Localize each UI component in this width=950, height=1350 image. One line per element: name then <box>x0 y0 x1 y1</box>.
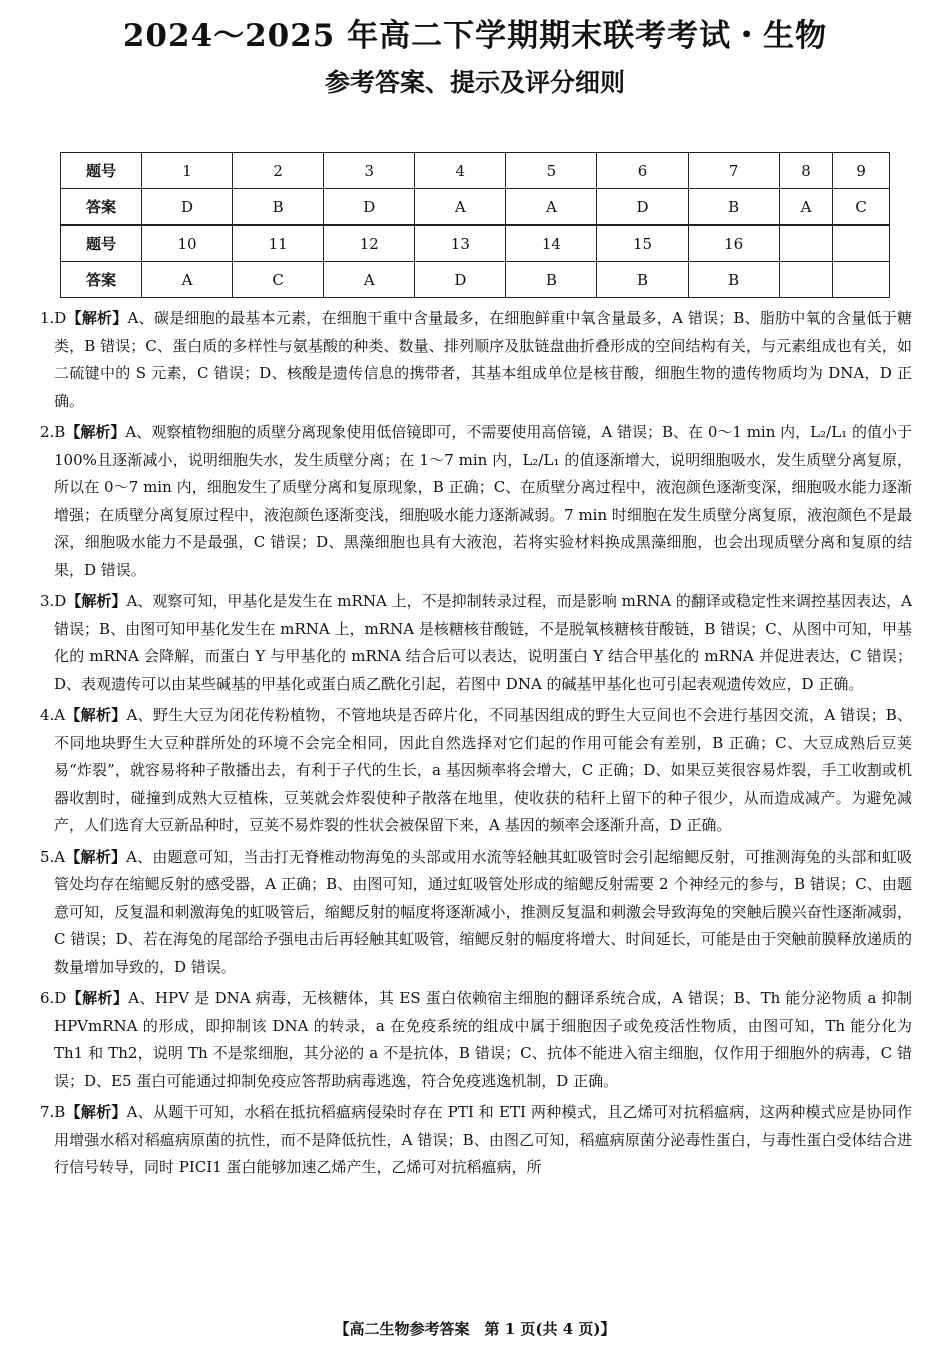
answer-cell: D <box>415 262 506 298</box>
answer-cell: B <box>597 262 688 298</box>
analysis-tag: 【解析】 <box>65 847 127 866</box>
question-number-cell: 7 <box>688 153 779 189</box>
explanation-text: A、野生大豆为闭花传粉植物，不管地块是否碎片化，不同基因组成的野生大豆间也不会进行基因交流，A 错误；B、不同地块野生大豆种群所处的环境不会完全相同，因此自然选择对它们起的作用可能会有差别，B 正确；C、大豆成熟后豆荚易“炸裂”，就容易将种子散播出去，有利于子代的生长，a 基因频率将会增大，C 正确；D、如果豆荚很容易炸裂，手工收割或机器收割时，碰撞到成熟大豆植株，豆荚就会炸裂使种子散落在地里，使收获的秸秆上留下的种子很少，从而造成减产。为避免减产，人们选育大豆新品种时，豆荚不易炸裂的性状会被保留下来，A 基因的频率会逐渐升高，D 正确。 <box>54 706 912 834</box>
question-number-cell <box>833 225 890 262</box>
answer-row <box>61 262 890 298</box>
answer-row <box>61 189 890 226</box>
question-number-cell: 16 <box>688 225 779 262</box>
question-number-cell: 10 <box>142 225 233 262</box>
explanation-text: A、HPV 是 DNA 病毒，无核糖体，其 ES 蛋白依赖宿主细胞的翻译系统合成，A 错误；B、Th 能分泌物质 a 抑制 HPVmRNA 的形成，即抑制该 DNA 的转录，a 在免疫系统的组成中属于细胞因子或免疫活性物质，由图可知，Th 能分化为 Th1 和 Th2，说明 Th 不是浆细胞，其分泌的 a 不是抗体，B 错误；C、抗体不能进入宿主细胞，仅作用于细胞外的病毒，C 错误；D、E5 蛋白可能通过抑制免疫应答帮助病毒逃逸，符合免疫逃逸机制，D 正确。 <box>54 989 912 1090</box>
question-number-cell: 1 <box>142 153 233 189</box>
answer-cell: D <box>597 189 688 226</box>
explanation-text: A、由题意可知，当击打无脊椎动物海兔的头部或用水流等轻触其虹吸管时会引起缩鳃反射，可推测海兔的头部和虹吸管处均存在缩鳃反射的感受器，A 正确；B、由图可知，通过虹吸管处形成的缩鳃反射需要 2 个神经元的参与，B 错误；C、由题意可知，反复温和刺激海兔的虹吸管后，缩鳃反射的幅度将逐渐减小，推测反复温和刺激会导致海兔的突触后膜兴奋性逐渐减弱，C 错误；D、若在海兔的尾部给予强电击后再轻触其虹吸管，缩鳃反射的幅度将增大、时间延长，可能是由于突触前膜释放递质的数量增加导致的，D 错误。 <box>54 847 912 976</box>
answer-cell: A <box>779 189 833 226</box>
answer-cell: A <box>142 262 233 298</box>
question-number-row <box>61 153 890 189</box>
question-number-cell <box>779 225 833 262</box>
answer-cell: B <box>506 262 597 298</box>
explanations <box>36 305 912 1186</box>
question-number-cell: 11 <box>233 225 324 262</box>
page-title: 2024～2025 年高二下学期期末联考考试・生物 <box>122 18 828 54</box>
answer-cell: B <box>688 262 779 298</box>
answer-cell: B <box>233 189 324 226</box>
question-answer-label: 6.D <box>40 989 67 1007</box>
question-number-cell: 2 <box>233 153 324 189</box>
explanation-item <box>36 1099 912 1182</box>
analysis-tag: 【解析】 <box>66 989 129 1007</box>
question-number-cell: 5 <box>506 153 597 189</box>
question-number-cell: 6 <box>597 153 688 189</box>
page-footer: 【高二生物参考答案 第 1 页(共 4 页)】 <box>334 1320 616 1338</box>
answer-cell <box>833 262 890 298</box>
answer-cell <box>779 262 833 298</box>
answer-cell: D <box>142 189 233 226</box>
analysis-tag: 【解析】 <box>66 592 127 610</box>
explanation-text: A、观察可知，甲基化是发生在 mRNA 上，不是抑制转录过程，而是影响 mRNA 的翻译或稳定性来调控基因表达，A 错误；B、由图可知甲基化发生在 mRNA 上，mRNA 是核糖核苷酸链，不是脱氧核糖核苷酸链，B 错误；C、从图中可知，甲基化的 mRNA 会降解，而蛋白 Y 与甲基化的 mRNA 结合后可以表达，说明蛋白 Y 结合甲基化的 mRNA 并促进表达，C 错误；D、表观遗传可以由某些碱基的甲基化或蛋白质乙酰化引起，若图中 DNA 的碱基甲基化也可引起表观遗传效应，D 正确。 <box>54 592 912 693</box>
question-number-cell: 12 <box>324 225 415 262</box>
question-number-row <box>61 225 890 262</box>
explanation-text: A、从题干可知，水稻在抵抗稻瘟病侵染时存在 PTI 和 ETI 两种模式，且乙烯可对抗稻瘟病，这两种模式应是协同作用增强水稻对稻瘟病原菌的抗性，而不是降低抗性，A 错误；B、由图乙可知，稻瘟病原菌分泌毒性蛋白，与毒性蛋白受体结合进行信号转导，同时 PICI1 蛋白能够加速乙烯产生，乙烯可对抗稻瘟病，所 <box>54 1103 912 1176</box>
row-label-number: 题号 <box>61 225 142 262</box>
explanation-item <box>36 985 912 1095</box>
row-label-answer: 答案 <box>61 189 142 226</box>
analysis-tag: 【解析】 <box>65 423 126 441</box>
answer-cell: B <box>688 189 779 226</box>
explanation-text: A、碳是细胞的最基本元素，在细胞干重中含量最多，在细胞鲜重中氧含量最多，A 错误；B、脂肪中氧的含量低于糖类，B 错误；C、蛋白质的多样性与氨基酸的种类、数量、排列顺序及肽链盘曲折叠形成的空间结构有关，与元素组成也有关，如二硫键中的 S 元素，C 错误；D、核酸是遗传信息的携带者，其基本组成单位是核苷酸，细胞生物的遗传物质均为 DNA，D 正确。 <box>54 309 912 410</box>
question-number-cell: 3 <box>324 153 415 189</box>
answer-table <box>60 152 890 298</box>
row-label-answer: 答案 <box>61 262 142 298</box>
answer-cell: C <box>233 262 324 298</box>
question-answer-label: 5.A <box>40 847 66 866</box>
explanation-item <box>36 305 912 415</box>
explanation-item <box>36 702 912 840</box>
question-number-cell: 4 <box>415 153 506 189</box>
analysis-tag: 【解析】 <box>66 309 128 327</box>
question-number-cell: 13 <box>415 225 506 262</box>
answer-cell: A <box>506 189 597 226</box>
answer-cell: A <box>324 262 415 298</box>
answer-cell: C <box>833 189 890 226</box>
answer-cell: A <box>415 189 506 226</box>
question-number-cell: 14 <box>506 225 597 262</box>
page-subtitle: 参考答案、提示及评分细则 <box>324 68 625 97</box>
explanation-item <box>36 419 912 584</box>
question-number-cell: 9 <box>833 153 890 189</box>
question-answer-label: 4.A <box>40 706 66 724</box>
analysis-tag: 【解析】 <box>65 1103 127 1121</box>
question-number-cell: 8 <box>779 153 833 189</box>
question-answer-label: 2.B <box>40 423 66 441</box>
question-number-cell: 15 <box>597 225 688 262</box>
question-answer-label: 7.B <box>40 1103 66 1121</box>
explanation-text: A、观察植物细胞的质壁分离现象使用低倍镜即可，不需要使用高倍镜，A 错误；B、在 0～1 min 内，L₂/L₁ 的值小于 100%且逐渐减小，说明细胞失水，发生质壁分离；在 1～7 min 内，L₂/L₁ 的值逐渐增大，说明细胞吸水，发生质壁分离复原，所以在 0～7 min 内，细胞发生了质壁分离和复原现象，B 正确；C、在质壁分离过程中，液泡颜色逐渐变深，细胞吸水能力逐渐增强；在质壁分离复原过程中，液泡颜色逐渐变浅，细胞吸水能力逐渐减弱。7 min 时细胞在发生质壁分离复原，液泡颜色不是最深，细胞吸水能力不是最强，C 错误；D、黑藻细胞也具有大液泡，若将实验材料换成黑藻细胞，也会出现质壁分离和复原的结果，D 错误。 <box>54 423 912 579</box>
explanation-item <box>36 588 912 698</box>
answer-cell: D <box>324 189 415 226</box>
question-answer-label: 1.D <box>40 309 67 327</box>
explanation-item <box>36 844 912 982</box>
analysis-tag: 【解析】 <box>65 706 127 724</box>
row-label-number: 题号 <box>61 153 142 189</box>
question-answer-label: 3.D <box>40 592 67 610</box>
